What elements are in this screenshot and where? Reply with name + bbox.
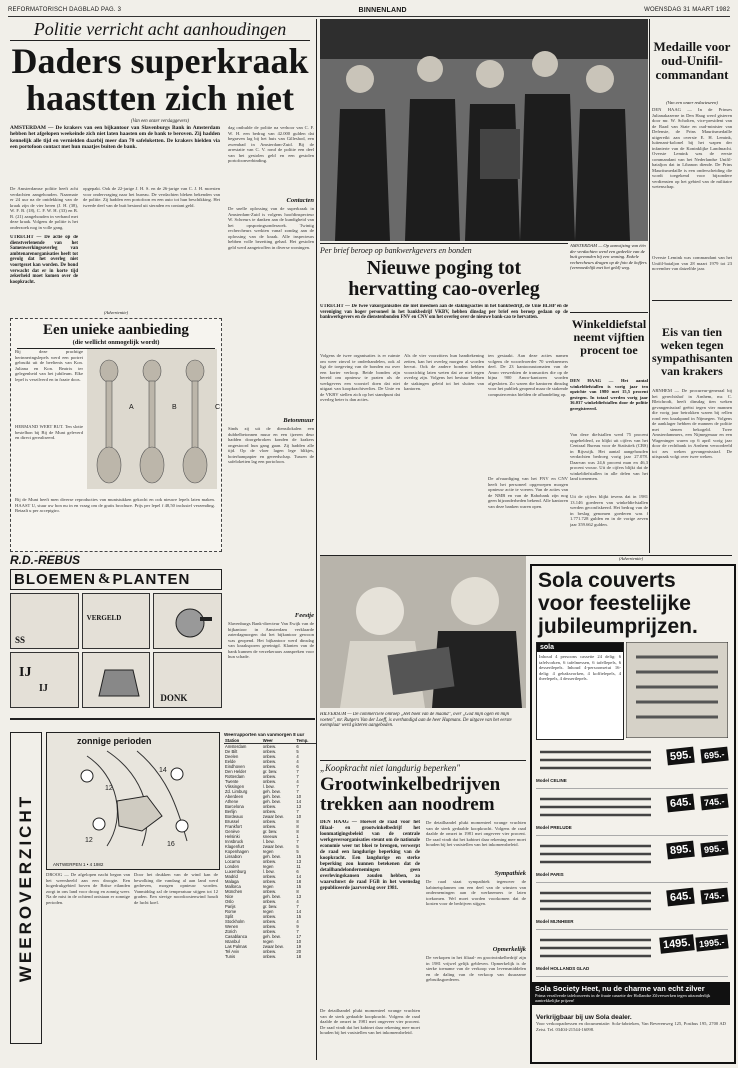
- cao-body-1: Volgens de twee organisaties is er ruimte om weer zinvol te onderhandelen, ook al ligt de toegeving van de bonden nu over een korter verloop. Beide bonden zijn bereid om opnieuw te praten als de werkgevers een voorstel doen dat niet uitgaat van koopkrachtverlies. De Unie en de VKBV stellen zich op het standpunt dat overleg beter is dan acties.: [320, 353, 400, 402]
- cutlery-icon: [536, 793, 656, 823]
- weather-cell: onbew.: [262, 889, 277, 894]
- label-b: B: [172, 404, 177, 411]
- ad-text-mid: HERMAND WERT BUT. Ten slotte bestelbon bij Bij de Munt geleverd en direct gerealiseerd.: [15, 424, 83, 440]
- main-kicker: Politie verricht acht aanhoudingen: [33, 19, 287, 39]
- krakers-rule: [652, 300, 732, 301]
- sola-model-name: Model PRELUDE: [536, 825, 572, 830]
- temp-cell: 19: [296, 944, 302, 949]
- temp-cell: 8: [296, 829, 299, 834]
- rebus-title: R.D.-REBUS: [10, 553, 81, 567]
- main-lead: AMSTERDAM — De krakers van een bijkantoor van Slavenburgs Bank in Amsterdam hebben het afgelopen weekeinde zich niet laten haasten om de bank te beroven. Zij hadden kennelijk alle tijd en vernielden daarbij meer dan 70 safeloketten. De krakers hielden via een portofoon contact met hun maatjes buiten de bank.: [10, 125, 220, 151]
- sola-box: [536, 642, 624, 740]
- page-header: [8, 4, 730, 17]
- main-body-1b: UTRECHT — De actie op de dienstverlenende van het Samenwerkingsoverleg van ambtenarenorganisaties heeft tot gevolg dat het overleg niet voortgezet kan worden. De bond verwacht dat er in korte tijd zekerheid moet komen over de koopkracht.: [10, 235, 78, 285]
- cao-rule: [320, 243, 568, 244]
- grootwinkel-rule: [320, 760, 526, 761]
- ad-label: (Advertentie): [103, 310, 129, 315]
- sola-price-old: 1995.-: [696, 934, 729, 951]
- weather-cell: onbew.: [262, 804, 277, 809]
- cao-body-3: ten gestaakt. Aan deze acties namen volgens de woordvoerder 70 werknemers deel. De 23 kantoorautomaten van de Amro verwerkten de transacties die op de bijna 900 Amro-kantoren worden afgesloten. Zo waren die kantoren dinsdag voor het publiek geopend maar de stakende computercentra hielden de afhandeling op.: [488, 353, 568, 397]
- column-rule-1: [316, 19, 317, 1060]
- sola-price-new: 595.: [666, 747, 695, 766]
- station-cell: Bordeaux: [225, 814, 243, 819]
- winkel-rule: [570, 312, 648, 313]
- main-credit: (Van een onzer verslaggevers): [131, 119, 189, 124]
- ad-unique-subtitle: (die wellicht onmogelijk wordt): [72, 339, 160, 346]
- weather-cell: zwaar bew.: [262, 944, 284, 949]
- grootwinkel-headline: Grootwinkelbedrijven trekken aan noodrem: [320, 774, 501, 815]
- weather-cell: regen: [262, 864, 274, 869]
- rebus-cell-4: IJ IJ: [10, 652, 79, 708]
- temp-cell: 13: [296, 894, 302, 899]
- station-cell: Frankfort: [225, 824, 242, 829]
- ad-unique-bottom: Bij de Munt heeft men diverse reproducties van muntstukken gekocht en ook nieuwe lepels laten maken. HAAST U, stuur uw bon nu in en vraag om de gratis brochure. Prijs per lepel f 48,50 inclusief verzending. Betaalt u per acceptgiro.: [15, 497, 215, 513]
- sola-model-name: Model PARIS: [536, 872, 564, 877]
- weather-cell: onbew.: [262, 874, 277, 879]
- main-body-1: De Amsterdamse politie heeft acht verdachten aangehouden. Naarmate er 24 uur na de ontdekking van de kraak zijn de vier heren (J. H. (38), W. F. B. (18), C. F. W. H. (33) en B. B. (21) aangehouden in verband met deze kraak. Volgens de politie is het onderzoek nog in volle gang.: [10, 186, 78, 230]
- temp-cell: 1: [296, 834, 299, 839]
- temp-cell: 9: [296, 924, 299, 929]
- station-cell: Londen: [225, 864, 239, 869]
- weather-cell: onbew.: [262, 819, 277, 824]
- weather-map-graphic: [47, 746, 217, 856]
- weather-cell: geh. bew.: [262, 934, 281, 939]
- cao-body-2: Als de vier voorzitters hun handtekening zetten, kan het overleg morgen al worden hervat. Ook de andere bonden hebben voorzichtig laten weten dat ze niet tegen overleg zijn. Volgens het bestuur hebben de stakingen geleid tot het sluiten van kantoren.: [404, 353, 484, 391]
- temp-cell: 15: [296, 854, 302, 859]
- station-cell: Malaga: [225, 879, 239, 884]
- sola-title-3: jubileumprijzen.: [538, 615, 698, 638]
- sola-price-old: 695.-: [701, 747, 729, 764]
- rebus-pot-icon: [89, 656, 149, 706]
- grootwinkel-body-2: De raad staat sympathiek tegenover de kabinetsplannen om een deel van de winsten van ondernemingen aan de werknemers te laten toekomen. Wel moet worden voorkomen dat de kosten voor de bedrijven stijgen.: [426, 879, 526, 906]
- krakers-body: ARNHEM — De procureur-generaal bij het gerechtshof in Arnhem, mr. C. Bleichrodt, heeft dinsdag tien weken gevangenisstraf geëist tegen vier mannen die vorig jaar betrokken waren bij rellen rond een kraakpand in Nijmegen. Volgens de aanklager hebben de mannen de politie met stenen bekogeld. Twee Amsterdammers, een Nijmegenaar en een Wageninger waren op 6 april vorig jaar door de rechtbank in Arnhem veroordeeld tot zes weken gevangenisstraf. De uitspraak volgt over twee weken.: [652, 388, 732, 459]
- station-cell: Oslo: [225, 899, 234, 904]
- temp-cell: 4: [296, 919, 299, 924]
- medal-body: DEN HAAG — In de Prinses Julianakazerne in Den Haag werd gisteren door mr. W. Scholten, vice-president van de Raad van State en oud-minister van Defensie, de Prins Mauritsmedaille uitgereikt aan overste E. H. Lemink, luitenant-kolonel bij het wapen der infanterie van de Koninklijke Landmacht. Overste Lemink was de eerste commandant van het Nederlandse Unifil-bataljon dat in Libanon diende. De Prins Mauritsmedaille is een onderscheiding die wordt toegekend voor bijzondere verdiensten op het gebied van de militaire wetenschap.: [652, 107, 732, 189]
- weather-cell: onbew.: [262, 779, 277, 784]
- sola-price-old: 745.-: [701, 888, 729, 905]
- header-section: BINNENLAND: [358, 6, 407, 14]
- rebus-cell-2: VERGELD: [82, 593, 151, 649]
- sub-betonmuur: Betonmuur: [283, 417, 314, 424]
- rebus-cell-3: [153, 593, 222, 649]
- station-cell: Amsterdam: [225, 744, 247, 749]
- weather-cell: onbew.: [262, 859, 277, 864]
- weather-cell: regen: [262, 849, 274, 854]
- temp-cell: 6: [296, 869, 299, 874]
- weather-cell: gr. bew.: [262, 904, 278, 909]
- weather-cell: onbew.: [262, 764, 277, 769]
- temp-cell: 11: [296, 864, 301, 869]
- temp-cell: 7: [296, 769, 299, 774]
- main-headline-2: haastten zich niet: [26, 78, 294, 118]
- station-cell: Helsinki: [225, 834, 240, 839]
- grootwinkel-body-1b: De detailhandel plukt momenteel wrange vruchten van de sterk gedaalde koopkracht. Volgens de raad daalde de omzet in 1981 met ongeveer vier procent. De raad vindt dat het kabinet daar rekening mee moet houden bij het vaststellen van het inkomensbeleid.: [426, 820, 526, 847]
- sola-footer: [536, 1014, 726, 1045]
- rebus-banner: [10, 569, 222, 590]
- sub-feestje: Feestje: [294, 612, 314, 619]
- station-cell: München: [225, 889, 243, 894]
- ad-text-left: Bij deze prachtige herinneringslepels werd een portret gebruikt uit de beeltenis van Kon. Juliana en Kon. Beatrix ter gelegenheid van het jubileum. Elke lepel is verzilverd en in fraaie doos.: [15, 349, 83, 382]
- temp-cell: 8: [296, 889, 299, 894]
- medal-body-2: Overste Lemink was commandant van het Unifil-bataljon van 28 maart 1979 tot 23 november van datzelfde jaar.: [652, 255, 732, 271]
- temp-cell: 8: [296, 824, 299, 829]
- weather-cell: gr. bew.: [262, 829, 278, 834]
- cao-photo-kicker: Per brief beroep op bankwerkgevers en bonden: [320, 246, 472, 255]
- main-headline-1: Daders superkraak: [11, 41, 309, 81]
- temp-cell: 4: [296, 899, 299, 904]
- temp-cell: 10: [296, 814, 302, 819]
- rebus-cell-1: SS: [10, 593, 79, 649]
- weather-cell: onbew.: [262, 949, 277, 954]
- station-cell: Brussel: [225, 819, 239, 824]
- label-c: C: [215, 404, 221, 411]
- temp-cell: 5: [296, 849, 299, 854]
- temp-cell: 8: [296, 819, 299, 824]
- main-body-4: De snelle oplossing van de superkraak in Amsterdam-Zuid is volgens hoofdinspecteur W. Schreurs te danken aan de kundigheid van het opsporingsonderzoek. Twintig rechercheurs werkten vanaf zondag aan de oplossing van de kraak. Alle inspecteurs hebben volle bezetting gehad. Het gestolen geld werd aangetroffen in diverse woningen.: [228, 206, 314, 250]
- temp-cell: 14: [296, 909, 302, 914]
- station-cell: Wenen: [225, 924, 239, 929]
- weather-cell: onbew.: [262, 759, 277, 764]
- weather-cell: sneeuw: [262, 834, 278, 839]
- krakers-headline: Eis van tien weken tegen sympathisanten van krakers: [652, 325, 733, 378]
- weather-table: [224, 738, 316, 959]
- station-cell: Lissabon: [225, 854, 242, 859]
- sola-footer-title: Verkrijgbaar bij uw Sola dealer.: [536, 1014, 632, 1021]
- weather-cell: l. bew.: [262, 839, 275, 844]
- col-weer: Weer: [262, 738, 296, 744]
- sola-cassette-image: [626, 642, 728, 738]
- station-cell: Mallorca: [225, 884, 241, 889]
- station-cell: Split: [225, 914, 234, 919]
- table-row: [224, 954, 316, 959]
- weather-cell: regen: [262, 939, 274, 944]
- header-date: WOENSDAG 31 MAART 1982: [644, 7, 730, 13]
- main-body-6: Slavenburgs Bank-directeur Van Ewijk van de bijkantoor in Amsterdam verklaarde zaterdagmorgen dat het bijkantoor gewoon was geopend. Het bijkantoor werd dinsdag van kraaksporen gereinigd. Klanten van de bank kunnen de verzekeraars aanspreken voor hun schade.: [228, 621, 314, 659]
- temp-cell: 7: [296, 774, 299, 779]
- weather-cell: onbew.: [262, 879, 277, 884]
- weather-cell: onbew.: [262, 914, 277, 919]
- station-cell: Klagenfurt: [225, 844, 245, 849]
- weather-cell: gr. bew.: [262, 769, 278, 774]
- sola-price-new: 645.: [666, 794, 695, 813]
- column-rule-2: [649, 19, 650, 553]
- winkel-body: Van deze diefstallen werd 75 procent opgehelderd, zo blijkt uit cijfers van het Centraal Bureau voor de Statistiek (CBS) in Rijswijk. Het aantal aangehouden verdachten bedroeg vorig jaar 27.078. Daarvan was 24,6 procent man en 46,3 procent vrouw. Uit de cijfers blijkt dat de winkeldiefstallen in alle delen van het land toenemen.: [570, 432, 648, 481]
- sola-model-row: [536, 836, 728, 883]
- temp-cell: 4: [296, 759, 299, 764]
- spoons-illustration: [87, 349, 217, 489]
- temp-cell: 7: [296, 929, 299, 934]
- weather-cell: onbew.: [262, 899, 277, 904]
- svg-text:12: 12: [85, 837, 93, 844]
- cao-lead: UTRECHT — De twee vakorganisaties die niet meedoen aan de stakingsacties in het bankbedrijf, de Unie BLHP en de vereniging van hoger personeel in het bankbedrijf VKBV, hebben dinsdag per brief een beroep gedaan op de bankwerkgevers en de dienstenbonden FNV en CNV om het overleg over de nieuwe bank-cao te hervatten.: [320, 304, 568, 321]
- weather-cell: l. bew.: [262, 784, 275, 789]
- main-body-3: dag onthulde de politie na verhoor van C. F. W. H. een bedrag van 42.000 gulden dat begraven lag bij het huis van Gilleshod, een zwembad in Amsterdam-Zuid. Bij de arrestatie van C. V. rond de politie een deel van het gestolen geld en een gestolen portofoonverbinding.: [228, 125, 314, 163]
- weather-cell: onbew.: [262, 754, 277, 759]
- svg-text:12: 12: [105, 785, 113, 792]
- station-cell: Eelde: [225, 759, 236, 764]
- station-cell: Innsbruck: [225, 839, 244, 844]
- sola-price-old: 995.-: [701, 841, 729, 858]
- station-cell: Parijs: [225, 904, 236, 909]
- weather-cell: onbew.: [262, 954, 277, 959]
- header-left: REFORMATORISCH DAGBLAD PAG. 3: [8, 7, 122, 13]
- cutlery-icon: [536, 840, 656, 870]
- station-cell: Den Helder: [225, 769, 247, 774]
- station-cell: Las Palmas: [225, 944, 247, 949]
- station-cell: Casablanca: [225, 934, 248, 939]
- sola-banner-title: Sola Society Heet, nu de charme van echt zilver: [535, 984, 705, 993]
- book-photo-caption: HILVERSUM — De commerciële omroep ,,Het boek van de maand'', over ,,God mijn ogen en mijn voeten'', mr. Rutgers Van der Loeff, is overhandigd aan de heer Hupmans. De uitgave van het eerste exemplaar werd gisteren aangeboden.: [320, 712, 512, 729]
- station-cell: Luxemburg: [225, 869, 246, 874]
- weather-cell: geh. bew.: [262, 799, 281, 804]
- sola-model-row: [536, 789, 728, 836]
- sub-contacten: Contacten: [286, 197, 314, 204]
- sola-box-text: Inhoud 4 persoons cassette 24 delig: 6 tafelvorken, 6 tafelmessen, 6 tafellepels, 6 dessertlepels. Inhoud 4-persoonsetui 16-delig: 4 gebaksvorken, 4 koffielepels, 4 theelepels, 4 dessertlepels.: [539, 654, 621, 681]
- medal-headline: Medaille voor oud-Unifil-commandant: [653, 39, 731, 82]
- rebus-amp: &: [98, 571, 111, 587]
- temp-cell: 7: [296, 904, 299, 909]
- weather-cell: onbew.: [262, 774, 277, 779]
- station-cell: Genève: [225, 829, 240, 834]
- station-cell: Aberdeen: [225, 794, 244, 799]
- station-cell: Istanbul: [225, 939, 240, 944]
- main-body-2: opgepakt. Ook de 22-jarige J. H. S. en de 26-jarige van C. J. H. moesten voor ondervraging naar het bureau. De verdachten bleken bekenden van de politie. Zij hadden een portofoon en een auto tot hun beschikking. Het tweede deel van de buit bestond uit sieraden en contant geld.: [83, 186, 220, 208]
- rebus: [10, 553, 222, 713]
- sub-opmerkelijk: Opmerkelijk: [492, 946, 526, 953]
- station-cell: Berlijn: [225, 809, 237, 814]
- sola-price-new: 1495.: [660, 934, 695, 953]
- sola-banner: [532, 982, 730, 1005]
- weather-block: [10, 718, 315, 1062]
- col-temp: Temp.: [295, 738, 316, 744]
- book-photo: [320, 556, 526, 708]
- weather-cell: onbew.: [262, 924, 277, 929]
- station-cell: Zd. Limburg: [225, 789, 248, 794]
- temp-cell: 17: [296, 934, 302, 939]
- temp-cell: 10: [296, 939, 302, 944]
- grootwinkel-body-3: De verkopen in het filiaal- en grootwinkelbedrijf zijn in 1981 vrijwel gelijk gebleven. Opmerkelijk is de sterke toename van de verkoop van levensmiddelen en de daling van de verkoop van duurzame gebruiksgoederen.: [426, 955, 526, 982]
- temp-cell: 20: [296, 949, 302, 954]
- cao-body-4: De afvaardiging van het FNV en CNV heeft het personeel opgeroepen morgen opnieuw actie te voeren. Van de acties van de NMB en van de Rabobank zijn nog geen bijzonderheden bekend. Alle kantoren van deze banken waren open.: [488, 476, 568, 509]
- temp-cell: 7: [296, 789, 299, 794]
- weather-cell: onbew.: [262, 929, 277, 934]
- sola-model-name: Model HOLLANDS GLAD: [536, 966, 590, 971]
- station-cell: Madrid: [225, 874, 238, 879]
- station-cell: Vlissingen: [225, 784, 245, 789]
- temp-cell: 10: [296, 794, 302, 799]
- station-cell: Tel Aviv: [225, 949, 240, 954]
- rebus-word-1: BLOEMEN: [14, 571, 96, 588]
- weather-cell: onbew.: [262, 919, 277, 924]
- weather-cell: geh. bew.: [262, 794, 281, 799]
- station-cell: Rotterdam: [225, 774, 245, 779]
- temp-cell: 6: [296, 744, 299, 749]
- station-cell: Eindhoven: [225, 764, 245, 769]
- temp-cell: 4: [296, 754, 299, 759]
- temp-cell: 15: [296, 914, 302, 919]
- temp-cell: 14: [296, 799, 302, 804]
- station-cell: Deelen: [225, 754, 239, 759]
- rebus-grid: [10, 593, 222, 708]
- sola-price-old: 745.-: [701, 794, 729, 811]
- weather-cell: zwaar bew.: [262, 814, 284, 819]
- sola-brand: sola: [537, 643, 623, 652]
- temp-cell: 6: [296, 764, 299, 769]
- grootwinkel-kicker: „Koopkracht niet langdurig beperken": [320, 763, 461, 773]
- sola-title-1: Sola couverts: [538, 569, 676, 592]
- winkel-lead: DEN HAAG — Het aantal winkeldiefstallen is vorig jaar ten opzichte van 1980 met 15,5 procent gestegen. In totaal werden vorig jaar 36.037 winkeldiefstallen door de politie geregistreerd.: [570, 378, 648, 411]
- rebus-kettle-icon: [160, 597, 220, 647]
- sola-model-name: Model MIJNHEER: [536, 919, 574, 924]
- weather-table-title: Weerrapporten van vanmorgen 8 uur: [224, 732, 305, 737]
- arrest-photo-caption: AMSTERDAM — Op aanwijzing van één der verdachten werd een gedeelte van de buit gevonden bij een woning. Enkele rechercheurs dragen op de foto de koffers (vermoedelijk met het geld) weg.: [570, 243, 647, 270]
- weather-vertical-title: WEEROVERZICHT: [16, 793, 36, 983]
- station-cell: Athene: [225, 799, 239, 804]
- station-cell: Twente: [225, 779, 239, 784]
- col-station: Station: [224, 738, 262, 744]
- rebus-word-2: PLANTEN: [112, 571, 191, 588]
- sub-sympathiek: Sympathiek: [494, 870, 526, 877]
- station-cell: De Bilt: [225, 749, 238, 754]
- weather-cell: onbew.: [262, 749, 277, 754]
- medal-credit: (Van een onzer redacteuren): [666, 100, 718, 105]
- sola-price-new: 895.: [666, 841, 695, 860]
- temp-cell: 13: [296, 804, 302, 809]
- station-cell: Barcelona: [225, 804, 244, 809]
- sola-label: (Advertentie): [618, 556, 644, 561]
- weather-cell: geh. bew.: [262, 789, 281, 794]
- station-cell: Nice: [225, 894, 234, 899]
- sola-model-row: [536, 930, 728, 977]
- station-cell: Tunis: [225, 954, 236, 959]
- sola-price-new: 645.: [666, 888, 695, 907]
- temp-cell: 18: [296, 879, 302, 884]
- temp-cell: 15: [296, 884, 302, 889]
- sola-models: [536, 742, 728, 977]
- bank-arrest-photo: [320, 19, 648, 241]
- label-a: A: [129, 404, 134, 411]
- rebus-cell-5: [82, 652, 151, 708]
- station-cell: Locarno: [225, 859, 241, 864]
- winkel-body-2: Uit de cijfers blijkt tevens dat in 1981 13.146 goederen van winkeldiefstallen werden geconfiskeerd. Het bedrag van de in beslag genomen goederen was f 1.771.728 gulden en in de vorige zeven jaar 359.662 gulden.: [570, 494, 648, 527]
- main-body-5: Sinds zij uit de dienstlokalen een dubbelbetonnen muur en een ijzeren deur hadden doorgebroken konden de krakers ongestoord hun gang gaan. Zij hadden alle tijd. Op de vloer lagen lege blikjes, boterhampapier en gereedschap. Tussen de safeloketten lag een portofoon.: [228, 426, 314, 464]
- sola-title-2: voor feestelijke: [538, 592, 691, 615]
- sola-footer-text: Voor verkoopadressen en documentatie: Sola-fabrieken, Van Beverenweg 125, Postbus 195, 2700 AD Zeist. Tel. 03404-21544-16098.: [536, 1021, 726, 1032]
- temp-cell: 13: [296, 859, 302, 864]
- sola-model-row: [536, 883, 728, 930]
- station-cell: Stockholm: [225, 919, 245, 924]
- temp-cell: 7: [296, 809, 299, 814]
- sola-model-name: Model CELINE: [536, 778, 567, 783]
- temp-cell: 7: [296, 839, 299, 844]
- svg-text:14: 14: [159, 767, 167, 774]
- temp-cell: 4: [296, 779, 299, 784]
- weather-vertical-box: [10, 732, 42, 1044]
- cutlery-icon: [536, 887, 656, 917]
- cao-headline: Nieuwe poging tot hervatting cao-overleg: [348, 257, 540, 300]
- station-cell: Zürich: [225, 929, 237, 934]
- weather-cell: regen: [262, 884, 274, 889]
- weather-cell: geh. bew.: [262, 894, 281, 899]
- weather-cell: onbew.: [262, 809, 277, 814]
- cutlery-icon: [536, 746, 656, 776]
- sola-model-row: [536, 742, 728, 789]
- grootwinkel-lead: DEN HAAG — Hoewel de raad voor het filiaal- en grootwinkelbedrijf het loonmatigingsbeleid van de centrale werkgeversorganisaties steunt om de nationale economie weer tot bloei te brengen, verwerpt de raad een langdurige beperking van de koopkracht. Een langdurige en sterke beperking zou kunnen betekenen dat de detailhandelondernemingen geen overlevingskansen zouden hebben, zo waarschuwt de raad FGB in het woensdag gepubliceerde jaarverslag over 1981.: [320, 820, 420, 891]
- weather-table-block: [224, 732, 316, 1057]
- sola-ad: [530, 564, 736, 1064]
- weather-cell: zwaar bew.: [262, 844, 284, 849]
- weather-map-title: zonnige perioden: [77, 736, 152, 746]
- weather-cell: l. bew.: [262, 869, 275, 874]
- horizontal-rule: [320, 555, 732, 556]
- temp-cell: 5: [296, 749, 299, 754]
- grootwinkel-body-1: De detailhandel plukt momenteel wrange vruchten van de sterk gedaalde koopkracht. Volgens de raad daalde de omzet in 1981 met ongeveer vier procent. De raad vindt dat het kabinet daar rekening mee moet houden bij het vaststellen van het inkomensbeleid.: [320, 1008, 420, 1035]
- station-cell: Rome: [225, 909, 237, 914]
- sola-banner-sub: Prima verzilverde tafelcouverts in de fraaie cassette der Hollandse Zilverwerken tegen uitzonderlijk aantrekkelijke prijzen!: [535, 993, 711, 1003]
- station-cell: Kopenhagen: [225, 849, 249, 854]
- svg-text:16: 16: [167, 841, 175, 848]
- temp-cell: 5: [296, 844, 299, 849]
- winkel-headline: Winkeldiefstal neemt vijftien procent toe: [571, 317, 647, 357]
- ad-unique-title: Een unieke aanbieding: [43, 322, 189, 338]
- cutlery-icon: [536, 934, 656, 964]
- temp-cell: 14: [296, 874, 302, 879]
- temp-cell: 7: [296, 784, 299, 789]
- weather-cell: regen: [262, 909, 274, 914]
- weather-text-1: DROOG — De afgelopen nacht begon van het weersbeeld aan een droogte. Een hogedrukgebied boven de Britse eilanden zorgt in ons land voor droog en zonnig weer. Na de mist in de ochtend ontstaan er zonnige perioden.: [46, 872, 130, 905]
- temp-cell: 18: [296, 954, 302, 959]
- weather-cell: onbew.: [262, 824, 277, 829]
- weather-map-date: ANTWERPEN 1 • 4 1982: [53, 862, 104, 867]
- ad-unique: [10, 318, 222, 552]
- weather-map: [46, 732, 220, 870]
- rebus-cell-6: DONK: [153, 652, 222, 708]
- weather-cell: geh. bew.: [262, 854, 281, 859]
- weather-text-2: Door het drukken van de wind kan de bewolking die vandaag al aan land werd gedreven, morgen opnieuw worden. Vanmiddag zal de temperatuur stijgen tot 12 graden. Een stevige noordoostenwind houdt de lucht koel.: [134, 872, 218, 905]
- weather-cell: onbew.: [262, 744, 277, 749]
